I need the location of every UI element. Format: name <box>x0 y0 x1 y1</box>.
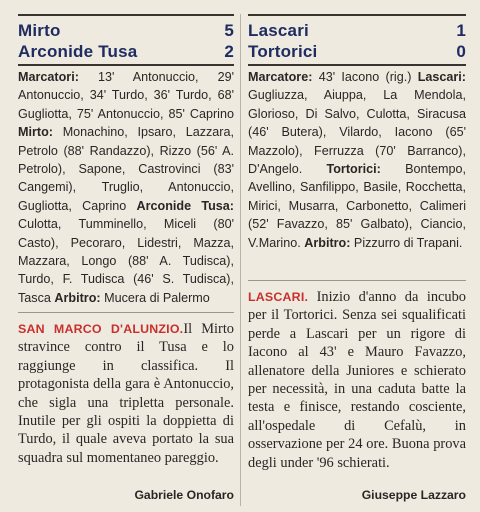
away-team-score: 2 <box>224 42 234 61</box>
home-team-row <box>18 20 234 41</box>
referee-label: Arbitro: <box>54 290 101 305</box>
report-kicker: LASCARI. <box>248 290 309 304</box>
away-team-row <box>248 41 466 62</box>
home-team-score: 1 <box>456 21 466 40</box>
match-column-right <box>248 0 466 512</box>
author-byline: Giuseppe Lazzaro <box>361 488 466 502</box>
scorers-label: Marcatori: <box>18 70 79 84</box>
top-rule <box>18 14 234 16</box>
match-column-left <box>18 0 234 512</box>
referee-label: Arbitro: <box>304 235 351 250</box>
scorers-text: 43' Iacono (rig.) <box>318 70 412 84</box>
team1-lineup: Monachino, Ipsaro, Lazzara, Petrolo (88' Randazzo), Rizzo (56' A. Petrolo), Sapone, Castrovinci (83' Cangemi), Truglio, Antonuccio, Gugliotta, Caprino <box>18 125 234 213</box>
author-byline: Gabriele Onofaro <box>134 488 234 502</box>
top-rule <box>248 14 466 16</box>
team1-label: Lascari: <box>417 70 466 84</box>
home-team-row <box>248 20 466 41</box>
home-team-score: 5 <box>224 21 234 40</box>
column-divider <box>240 14 241 506</box>
team1-label: Mirto: <box>18 125 53 140</box>
referee-text: Pizzurro di Trapani. <box>353 235 463 250</box>
home-team-name: Lascari <box>248 21 309 40</box>
report-kicker: SAN MARCO D'ALUNZIO. <box>18 322 184 336</box>
section-rule <box>18 312 234 313</box>
away-team-name: Tortorici <box>248 42 318 61</box>
report-text: Il Mirto stravince contro il Tusa e lo raggiunge in classifica. Il protagonista della gara è Antonuccio, che sigla una tripletta personale. Inutile per gli ospiti la doppietta di Turdo, il quale aveva portato la sua squadra sul momentaneo pareggio. <box>18 321 235 466</box>
referee-text: Mucera di Palermo <box>104 290 210 305</box>
home-team-name: Mirto <box>18 21 61 40</box>
team2-lineup: Culotta, Tumminello, Miceli (80' Casto), Pecoraro, Lidestri, Mazza, Mazzara, Longo (88' A. Tudisca), Turdo, F. Tudisca (46' S. Tudisca), Tasca <box>18 217 234 305</box>
match-report <box>248 288 466 472</box>
away-team-row <box>18 41 234 62</box>
scoreboard <box>18 20 234 62</box>
match-details <box>18 68 234 307</box>
team2-lineup: Bontempo, Avellino, Sanfilippo, Basile, Rocchetta, Mirici, Musarra, Carbonetto, Calimeri (52' Favazzo, 85' Galbato), Ciancio, V.Marino. <box>248 162 467 250</box>
match-report <box>18 320 234 467</box>
away-team-name: Arconide Tusa <box>18 42 138 61</box>
away-team-score: 0 <box>456 42 466 61</box>
team2-label: Tortorici: <box>326 162 381 177</box>
scorers-text: 13' Antonuccio, 29' Antonuccio, 34' Turdo, 36' Turdo, 68' Gugliotta, 75' Antonuccio, 85' Caprino <box>18 70 235 121</box>
score-rule <box>248 64 466 66</box>
scoreboard <box>248 20 466 62</box>
section-rule <box>248 280 466 281</box>
scorers-label: Marcatore: <box>248 70 313 84</box>
team1-lineup: Gugliuzza, Aiuppa, La Mendola, Glorioso, Di Salvo, Culotta, Siracusa (46' Butera), Vilardo, Iacono (65' Mazzolo), Ferruzza (70' Barranco), D'Angelo. <box>248 88 466 177</box>
team2-label: Arconide Tusa: <box>136 198 234 213</box>
match-details <box>248 68 466 252</box>
score-rule <box>18 64 234 66</box>
report-text: Inizio d'anno da incubo per il Tortorici. Senza sei squalificati perde a Lascari per un rigore di Iacono al 43' e Mauro Favazzo, allenatore della Juniores e schierato per necessità, in una caduta batte la testa e finisce, restando cosciente, all'ospedale di Cefalù, in osservazione per 24 ore. Buona prova degli under '96 schierati. <box>248 289 466 471</box>
